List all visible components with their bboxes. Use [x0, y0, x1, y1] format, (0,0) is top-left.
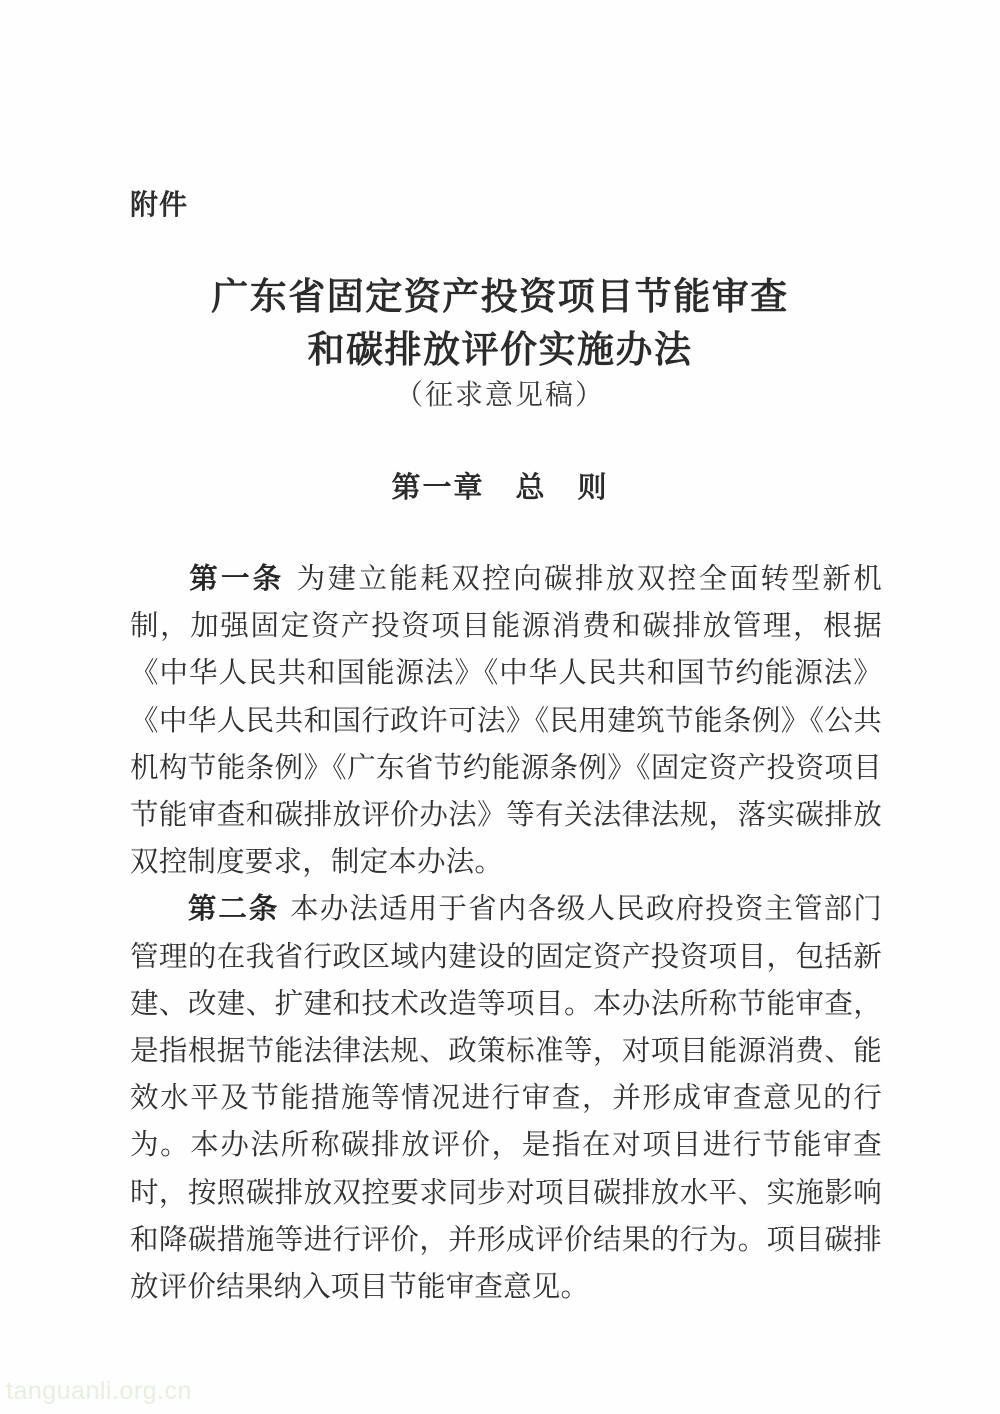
chapter-heading: 第一章 总 则	[391, 472, 609, 504]
attachment-label: 附件	[130, 189, 189, 220]
article-number: 第一条	[187, 564, 285, 595]
article-text: 本办法适用于省内各级人民政府投资主管部门管理的在我省行政区域内建设的固定资产投资项目，包括新建、改建、扩建和技术改造等项目。本办法所称节能审查，是指根据节能法律法规、政策标准等，对项目能源消费、能效水平及节能措施等情况进行审查，并形成审查意见的行为。本办法所称碳排放评价，是指在对项目进行节能审查时，按照碳排放双控要求同步对项目碳排放水平、实施影响和降碳措施等进行评价，并形成评价结果的行为。项目碳排放评价结果纳入项目节能审查意见。	[130, 894, 882, 1304]
article-item	[130, 886, 882, 1311]
article-number: 第二条	[187, 894, 280, 926]
page-title	[0, 270, 1000, 376]
page-title-line-2: 和碳排放评价实施办法	[307, 329, 693, 370]
document-subtitle: （征求意见稿）	[394, 380, 605, 411]
document-body	[130, 556, 882, 1311]
article-item	[130, 556, 882, 886]
site-watermark: tanguanli.org.cn	[6, 1377, 192, 1405]
article-text: 为建立能耗双控向碳排放双控全面转型新机制，加强固定资产投资项目能源消费和碳排放管理，根据《中华人民共和国能源法》《中华人民共和国节约能源法》《中华人民共和国行政许可法》《民用建筑节能条例》《公共机构节能条例》《广东省节约能源条例》《固定资产投资项目节能审查和碳排放评价办法》等有关法律法规，落实碳排放双控制度要求，制定本办法。	[130, 564, 882, 879]
page-title-line-1: 广东省固定资产投资项目节能审查	[211, 276, 789, 317]
